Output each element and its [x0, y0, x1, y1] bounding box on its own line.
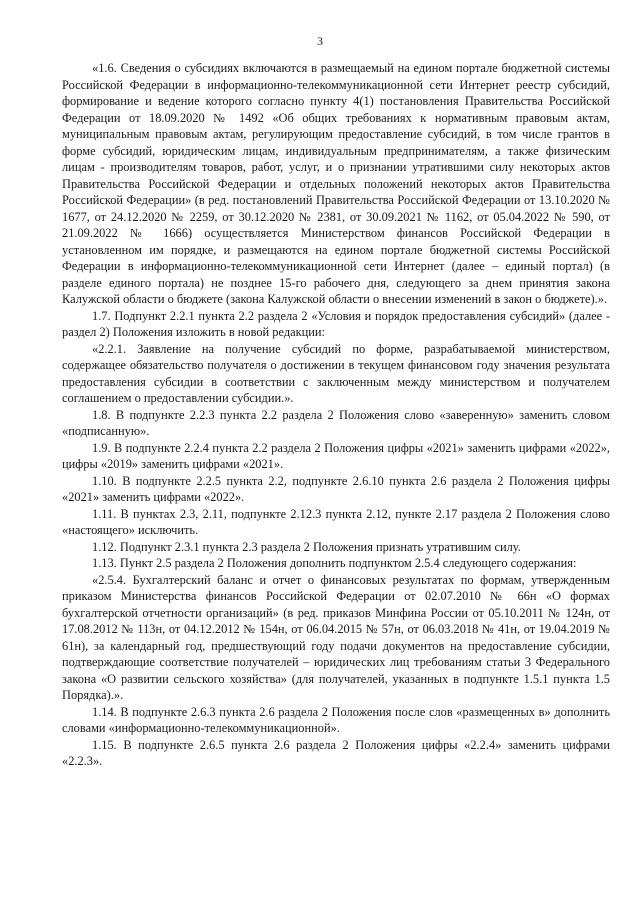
paragraph-1-13: 1.13. Пункт 2.5 раздела 2 Положения дополнить подпунктом 2.5.4 следующего содержания: — [92, 556, 577, 570]
paragraph-1-9: 1.9. В подпункте 2.2.4 пункта 2.2 раздела 2 Положения цифры «2021» заменить цифрами «2022», цифры «2019» заменить цифрами «2021». — [62, 440, 610, 471]
paragraph-1-11: 1.11. В пунктах 2.3, 2.11, подпункте 2.12.3 пункта 2.12, пункте 2.17 раздела 2 Положения слово «настоящего» исключить. — [62, 506, 610, 537]
paragraph-2-2-1: «2.2.1. Заявление на получение субсидий по форме, разрабатываемой министерством, содержащее обязательство получателя о достижении в текущем финансовом году значения результата предоставления субсидии в соответствии с заключенным между министерством и получателем соглашением о предоставлении субсидии.». — [62, 341, 610, 405]
paragraph-1-7: 1.7. Подпункт 2.2.1 пункта 2.2 раздела 2 «Условия и порядок предоставления субсидий» (далее - раздел 2) Положения изложить в новой редакции: — [62, 308, 610, 339]
paragraph-1-14: 1.14. В подпункте 2.6.3 пункта 2.6 раздела 2 Положения после слов «размещенных в» дополнить словами «информационно-телекоммуникационной». — [62, 704, 610, 735]
paragraph-1-15: 1.15. В подпункте 2.6.5 пункта 2.6 раздела 2 Положения цифры «2.2.4» заменить цифрами «2.2.3». — [62, 737, 610, 768]
paragraph-2-5-4: «2.5.4. Бухгалтерский баланс и отчет о финансовых результатах по формам, утвержденным приказом Министерства финансов Российской Федерации от 02.07.2010 № 66н «О формах бухгалтерской отчетности организаций» (в ред. приказов Минфина России от 05.10.2011 № 124н, от 17.08.2012 № 113н, от 04.12.2012 № 154н, от 06.04.2015 № 57н, от 06.03.2018 № 41н, от 19.04.2019 № 61н), за календарный год, предшествующий году подачи документов на предоставление субсидии, подтверждающие соответствие получателей – юридических лиц требованиям статьи 3 Федерального закона «О развитии сельского хозяйства» (для получателей, указанных в подпункте 1.5.1 пункта 1.5 Порядка).». — [62, 572, 610, 702]
page-number: 3 — [317, 34, 323, 48]
document-body — [62, 60, 610, 770]
paragraph-1-8: 1.8. В подпункте 2.2.3 пункта 2.2 раздела 2 Положения слово «заверенную» заменить словом «подписанную». — [62, 407, 610, 438]
paragraph-1-6: «1.6. Сведения о субсидиях включаются в размещаемый на едином портале бюджетной системы Российской Федерации в информационно-телекоммуникационной сети Интернет реестр субсидий, формирование и ведение которого согласно пункту 4(1) постановления Правительства Российской Федерации от 18.09.2020 № 1492 «Об общих требованиях к нормативным правовым актам, муниципальным правовым актам, регулирующим предоставление субсидий, в том числе грантов в форме субсидий, юридическим лицам, индивидуальным предпринимателям, а также физическим лицам - производителям товаров, работ, услуг, и о признании утратившими силу некоторых актов Правительства Российской Федерации и отдельных положений некоторых актов Правительства Российской Федерации» (в ред. постановлений Правительства Российской Федерации от 13.10.2020 № 1677, от 24.12.2020 № 2259, от 30.12.2020 № 2381, от 30.09.2021 № 1162, от 05.04.2022 № 590, от 21.09.2022 № 1666) осуществляется Министерством финансов Российской Федерации в установленном им порядке, и размещаются на едином портале бюджетной системы Российской Федерации в информационно-телекоммуникационной сети Интернет (далее – единый портал) (в разделе единого портала) не позднее 15-го рабочего дня, следующего за днем принятия закона Калужской области о бюджете (закона Калужской области о внесении изменений в закон о бюджете).». — [62, 61, 610, 306]
paragraph-1-12: 1.12. Подпункт 2.3.1 пункта 2.3 раздела 2 Положения признать утратившим силу. — [92, 539, 521, 554]
paragraph-1-10: 1.10. В подпункте 2.2.5 пункта 2.2, подпункте 2.6.10 пункта 2.6 раздела 2 Положения цифры «2021» заменить цифрами «2022». — [62, 473, 610, 504]
